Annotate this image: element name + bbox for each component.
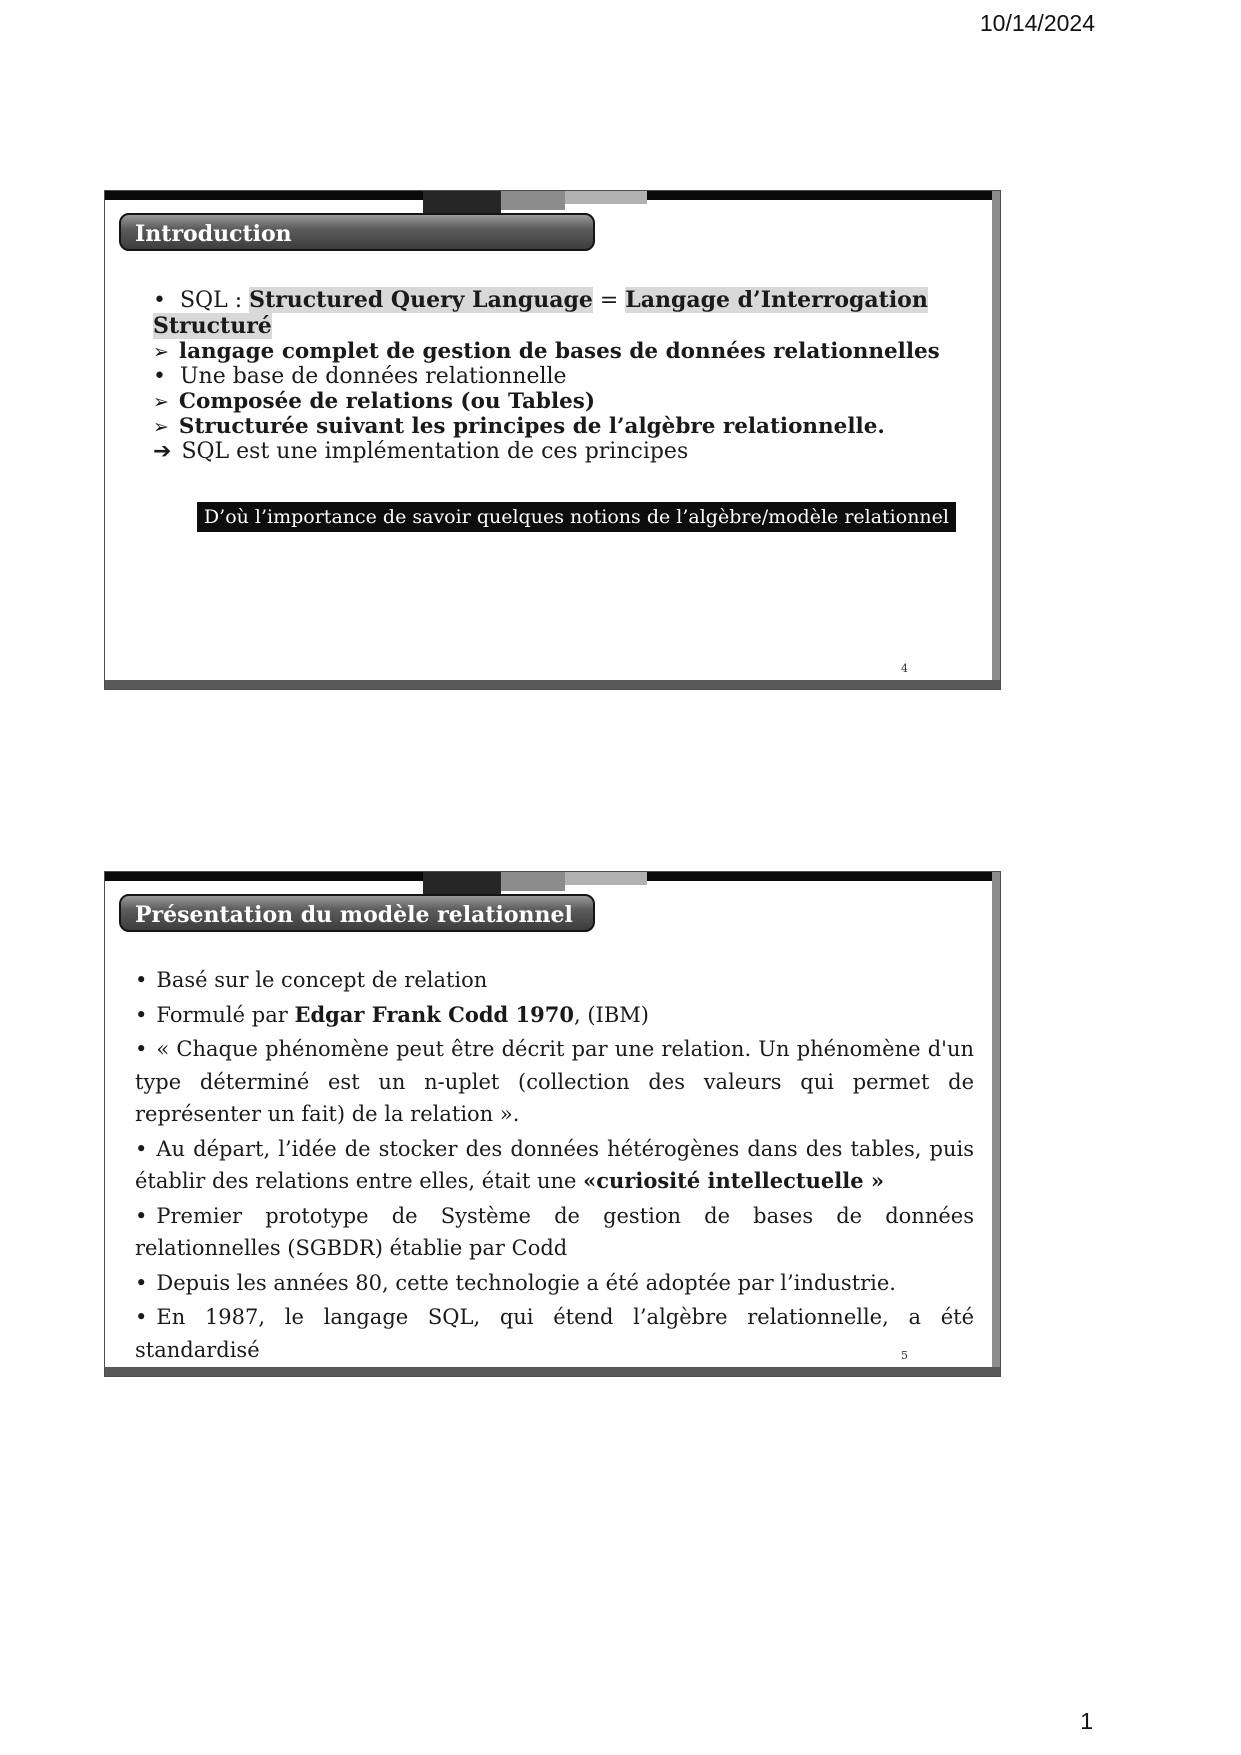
bullet-item <box>135 1033 974 1131</box>
highlighted-term-fr: Langage d’Interrogation Structuré <box>153 287 928 339</box>
bullet-item <box>135 1267 974 1300</box>
bullet-item <box>135 1133 974 1198</box>
header-date: 10/14/2024 <box>979 10 1095 36</box>
bullet-text: Une base de données relationnelle <box>179 364 567 389</box>
sub-bullet-text: Structurée suivant les principes de l’algèbre relationnelle. <box>178 414 885 439</box>
bullet-text: En 1987, le langage SQL, qui étend l’algèbre relationnelle, a été standardisé <box>135 1305 974 1363</box>
bullet-icon: • <box>135 968 148 992</box>
bullet-icon: • <box>135 1305 148 1330</box>
bullet-text: « Chaque phénomène peut être décrit par une relation. Un phénomène d'un type déterminé est un n-uplet (collection des valeurs qui permet de représenter un fait) de la relation ». <box>135 1037 974 1127</box>
highlighted-term-en: Structured Query Language <box>249 287 593 313</box>
bullet-item <box>135 1200 974 1265</box>
slide-number: 5 <box>901 1349 908 1362</box>
slide-right-bar <box>992 872 1000 1376</box>
decoration-square-light <box>565 872 647 885</box>
decoration-square-gray <box>501 191 565 210</box>
bullet-icon: • <box>153 364 166 389</box>
sub-bullet-text: Composée de relations (ou Tables) <box>178 389 596 414</box>
slide-title-box <box>119 213 595 251</box>
bullet-icon: • <box>135 1270 148 1295</box>
page-number: 1 <box>1080 1708 1093 1734</box>
arrow-icon: ➔ <box>153 439 172 464</box>
slide-number: 4 <box>901 662 908 675</box>
bullet-text: , (IBM) <box>573 1002 649 1027</box>
slide-title: Introduction <box>135 221 292 247</box>
decoration-square-light <box>565 191 647 204</box>
arrowhead-bullet-icon: ➢ <box>153 416 169 438</box>
arrowhead-bullet-icon: ➢ <box>153 391 169 413</box>
slide-title: Présentation du modèle relationnel <box>135 902 573 928</box>
conclusion-text: SQL est une implémentation de ces principes <box>181 439 689 464</box>
conclusion-item <box>153 439 958 464</box>
bullet-item <box>135 1301 974 1366</box>
decoration-square-gray <box>501 872 565 891</box>
slide-bottom-bar <box>105 680 1000 689</box>
slide-introduction <box>104 190 1001 690</box>
importance-banner: D’où l’importance de savoir quelques notions de l’algèbre/modèle relationnel <box>197 502 956 532</box>
bullet-text: Au départ, l’idée de stocker des données hétérogènes dans des tables, puis établir des relations entre elles, était une <box>135 1136 974 1194</box>
slide-right-bar <box>992 191 1000 689</box>
bullet-icon: • <box>135 1002 148 1027</box>
bold-quote-text: «curiosité intellectuelle » <box>583 1168 884 1194</box>
bullet-text: SQL : <box>179 288 250 313</box>
sub-bullet-item <box>153 339 958 364</box>
bullet-icon: • <box>135 1136 148 1161</box>
slide-modele-relationnel <box>104 871 1001 1377</box>
slide-content <box>135 964 974 1369</box>
bullet-item <box>135 999 974 1032</box>
bullet-text: Formulé par <box>156 1002 295 1027</box>
arrowhead-bullet-icon: ➢ <box>153 341 169 363</box>
bullet-text: Depuis les années 80, cette technologie a été adoptée par l’industrie. <box>156 1270 896 1295</box>
bullet-text: Premier prototype de Système de gestion de bases de données relationnelles (SGBDR) établie par Codd <box>135 1203 974 1261</box>
bullet-icon: • <box>153 288 166 313</box>
bullet-item <box>153 287 958 339</box>
bullet-icon: • <box>135 1037 148 1062</box>
sub-bullet-text: langage complet de gestion de bases de données relationnelles <box>178 339 940 364</box>
slide-content <box>153 287 958 529</box>
sub-bullet-item <box>153 414 958 439</box>
bullet-item <box>135 964 974 997</box>
equals-text: = <box>592 288 626 313</box>
bullet-icon: • <box>135 1203 148 1228</box>
bold-name-text: Edgar Frank Codd 1970 <box>294 1001 574 1027</box>
banner-row <box>153 504 956 529</box>
bullet-item <box>153 364 958 389</box>
sub-bullet-item <box>153 389 958 414</box>
bullet-text: Basé sur le concept de relation <box>156 968 488 992</box>
slide-title-box <box>119 894 595 932</box>
